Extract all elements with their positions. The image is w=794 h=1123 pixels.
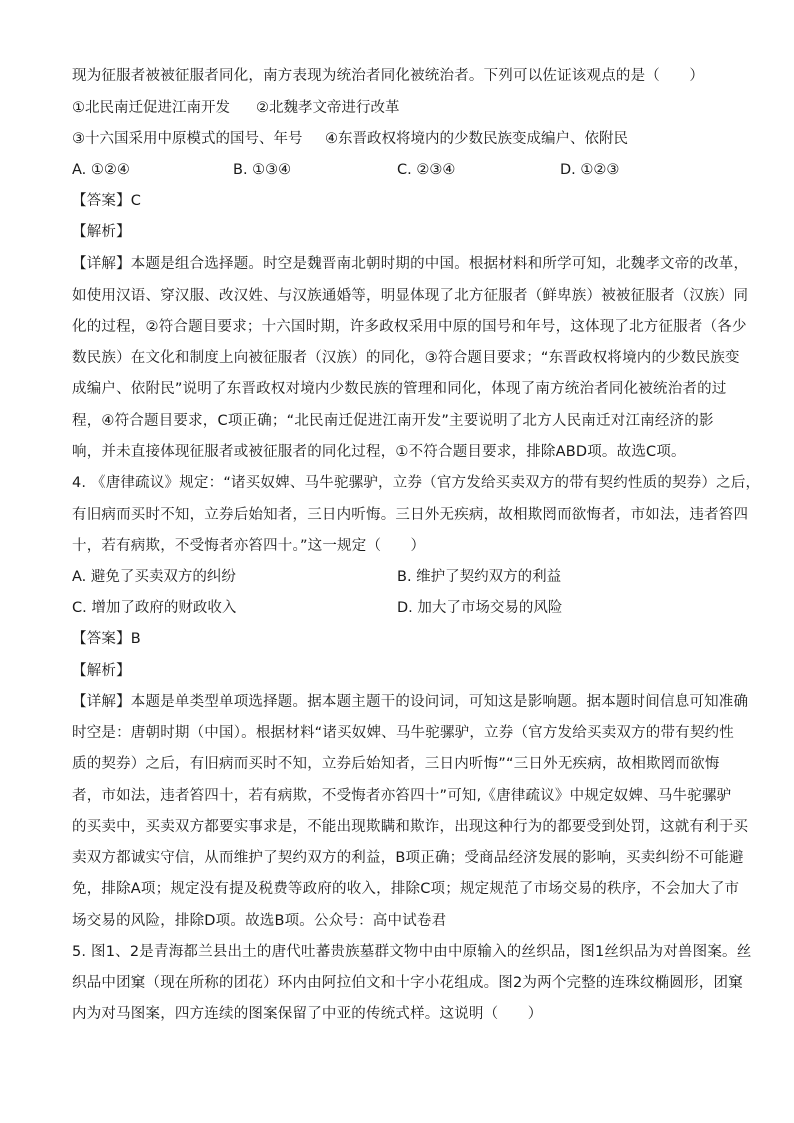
question-3-detail-line: 【详解】本题是组合选择题。时空是魏晋南北朝时期的中国。根据材料和所学可知，北魏孝文帝的改革，: [72, 256, 749, 272]
question-4-detail-line: 时空是：唐朝时期（中国）。根据材料“诸买奴婢、马牛驼骡驴，立券（官方发给买卖双方的带有契约性: [72, 725, 734, 741]
question-4-option-d: D. 加大了市场交易的风险: [397, 600, 563, 616]
question-4-stem-line: 有旧病而买时不知，立券后始知者，三日内听悔。三日外无疾病，故相欺罔而欲悔者，市如法，违者笞四: [72, 507, 749, 523]
question-4-detail-line: 质的契券）之后，有旧病而买时不知，立券后始知者，三日内听悔”“三日外无疾病，故相欺罔而欲悔: [72, 756, 720, 772]
question-3-stem-tail: 现为征服者被被征服者同化，南方表现为统治者同化被统治者。下列可以佐证该观点的是（ ）: [72, 68, 705, 84]
question-3-option-d: D. ①②③: [560, 162, 620, 178]
question-4-detail-line: 卖双方都诚实守信，从而维护了契约双方的利益，B项正确；受商品经济发展的影响，买卖纠纷不可能避: [72, 850, 744, 866]
question-3-detail-line: 化的过程，②符合题目要求；十六国时期，许多政权采用中原的国号和年号，这体现了北方征服者（各少: [72, 319, 747, 335]
question-3-analysis-label: 【解析】: [72, 224, 131, 240]
question-5-stem-line: 5. 图1、2是青海都兰县出土的唐代吐蕃贵族墓群文物中由中原输入的丝织品，图1丝织品为对兽图案。丝: [72, 944, 752, 960]
question-4-answer: 【答案】B: [72, 631, 141, 647]
question-3-option-b: B. ①③④: [233, 162, 292, 178]
question-4-analysis-label: 【解析】: [72, 663, 131, 679]
question-3-detail-line: 数民族）在文化和制度上向被征服者（汉族）的同化，③符合题目要求；“东晋政权将境内的少数民族变: [72, 350, 740, 366]
question-3-detail-line: 响，并未直接体现征服者或被征服者的同化过程，①不符合题目要求，排除ABD项。故选C项。: [72, 444, 686, 460]
question-3-detail-line: 程，④符合题目要求，C项正确；“北民南迁促进江南开发”主要说明了北方人民南迁对江南经济的影: [72, 413, 714, 429]
question-3-option-c: C. ②③④: [397, 162, 456, 178]
question-4-stem-line: 十，若有病欺，不受悔者亦笞四十。”这一规定（ ）: [72, 538, 426, 554]
question-3-item-4: ④东晋政权将境内的少数民族变成编户、依附民: [325, 131, 628, 147]
question-3-item-3: ③十六国采用中原模式的国号、年号: [72, 131, 303, 147]
question-4-detail-line: 的买卖中，买卖双方都要实事求是，不能出现欺瞒和欺诈，出现这种行为的都要受到处罚，这就有利于买: [72, 819, 749, 835]
question-4-detail-line: 场交易的风险，排除D项。故选B项。公众号：高中试卷君: [72, 913, 447, 929]
question-5-stem-line: 织品中团窠（现在所称的团花）环内由阿拉伯文和十字小花组成。图2为两个完整的连珠纹椭圆形，团窠: [72, 975, 743, 991]
question-3-item-2: ②北魏孝文帝进行改革: [256, 100, 400, 116]
question-4-option-c: C. 增加了政府的财政收入: [72, 600, 237, 616]
question-3-option-a: A. ①②④: [72, 162, 130, 178]
question-4-detail-line: 【详解】本题是单类型单项选择题。据本题主题干的设问词，可知这是影响题。据本题时间信息可知准确: [72, 694, 749, 710]
question-4-option-b: B. 维护了契约双方的利益: [397, 569, 562, 585]
question-4-option-a: A. 避免了买卖双方的纠纷: [72, 569, 236, 585]
question-4-detail-line: 者，市如法，违者笞四十，若有病欺，不受悔者亦笞四十”可知,《唐律疏议》中规定奴婢、马牛驼骡驴: [72, 788, 732, 804]
question-3-detail-line: 成编户、依附民”说明了东晋政权对境内少数民族的管理和同化，体现了南方统治者同化被统治者的过: [72, 381, 727, 397]
question-4-detail-line: 免，排除A项；规定没有提及税费等政府的收入，排除C项；规定规范了市场交易的秩序，不会加大了市: [72, 881, 740, 897]
question-3-answer: 【答案】C: [72, 193, 142, 209]
question-4-stem-line: 4. 《唐律疏议》规定：“诸买奴婢、马牛驼骡驴，立券（官方发给买卖双方的带有契约性质的契券）之后，: [72, 475, 761, 491]
question-3-detail-line: 如使用汉语、穿汉服、改汉姓、与汉族通婚等，明显体现了北方征服者（鲜卑族）被被征服者（汉族）同: [72, 288, 749, 304]
question-3-item-1: ①北民南迁促进江南开发: [72, 100, 230, 116]
question-5-stem-line: 内为对马图案，四方连续的图案保留了中亚的传统式样。这说明（ ）: [72, 1006, 543, 1022]
